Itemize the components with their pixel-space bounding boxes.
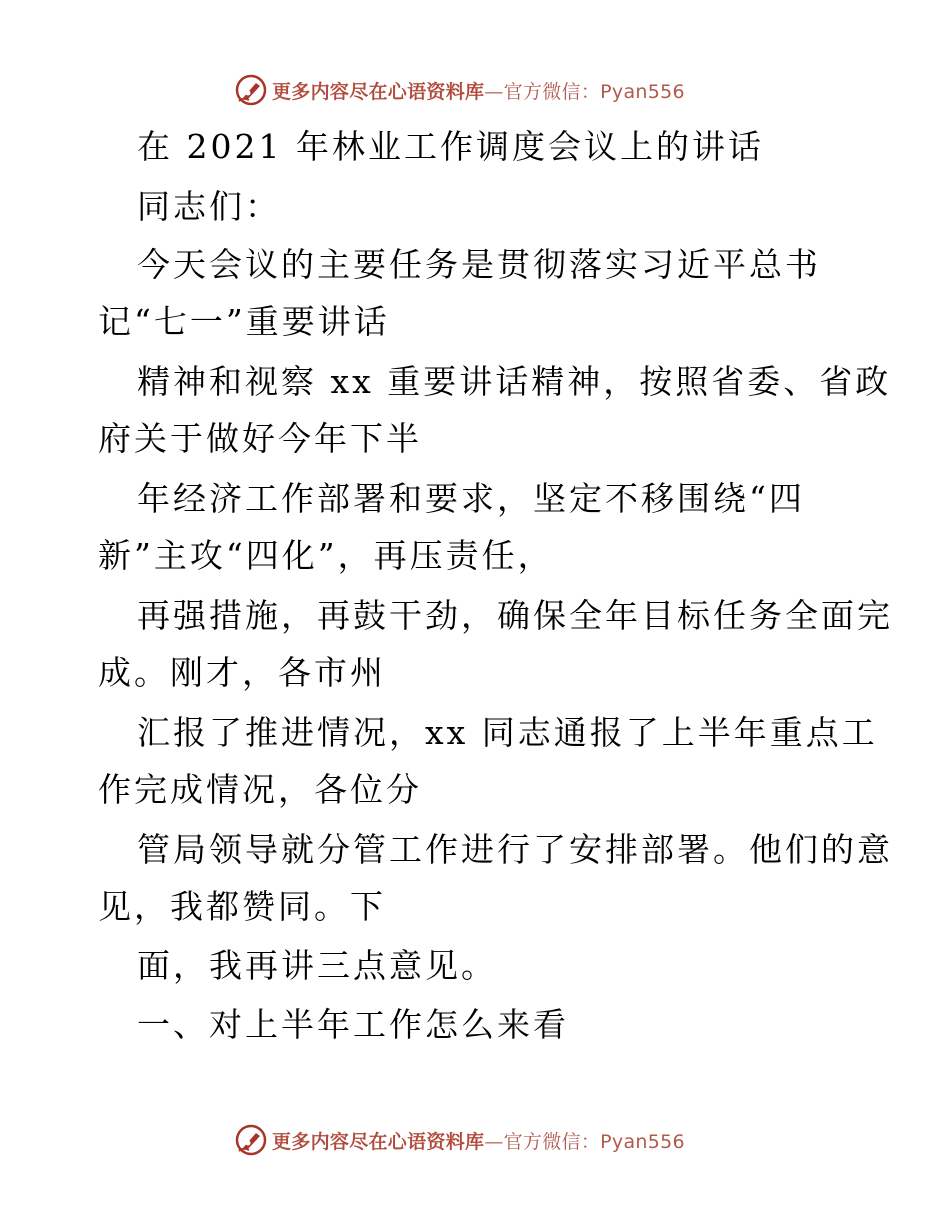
watermark-dash: — bbox=[484, 1130, 504, 1153]
watermark-sub: 官方微信： bbox=[503, 80, 601, 103]
pen-logo-icon bbox=[234, 73, 268, 107]
watermark-main: 更多内容尽在心语资料库 bbox=[272, 80, 485, 103]
paragraph-line: 管局领导就分管工作进行了安排部署。他们的意 bbox=[137, 830, 893, 869]
watermark-id: Pyan556 bbox=[600, 1130, 685, 1153]
paragraph-line: 作完成情况，各位分 bbox=[98, 770, 422, 809]
paragraph-line: 府关于做好今年下半 bbox=[98, 419, 422, 458]
pen-logo-icon bbox=[234, 1123, 268, 1157]
paragraph-line: 再强措施，再鼓干劲，确保全年目标任务全面完 bbox=[137, 596, 893, 635]
watermark-main: 更多内容尽在心语资料库 bbox=[272, 1130, 485, 1153]
salutation: 同志们： bbox=[137, 187, 281, 226]
paragraph-line: 精神和视察 xx 重要讲话精神，按照省委、省政 bbox=[137, 362, 892, 401]
paragraph-line: 见，我都赞同。下 bbox=[98, 887, 386, 926]
watermark-dash: — bbox=[484, 80, 504, 103]
paragraph-line: 记“七一”重要讲话 bbox=[98, 302, 390, 341]
paragraph-line: 新”主攻“四化”，再压责任， bbox=[98, 536, 554, 575]
paragraph-line: 年经济工作部署和要求，坚定不移围绕“四 bbox=[137, 479, 805, 518]
section-heading: 一、对上半年工作怎么来看 bbox=[137, 1005, 569, 1044]
paragraph-line: 今天会议的主要任务是贯彻落实习近平总书 bbox=[137, 245, 821, 284]
paragraph-line: 汇报了推进情况，xx 同志通报了上半年重点工 bbox=[137, 713, 878, 752]
watermark-header bbox=[234, 72, 685, 108]
paragraph-line: 面，我再讲三点意见。 bbox=[137, 946, 497, 985]
watermark-text bbox=[272, 1127, 685, 1154]
paragraph-line: 成。刚才，各市州 bbox=[98, 653, 386, 692]
watermark-text bbox=[272, 77, 685, 104]
watermark-sub: 官方微信： bbox=[503, 1130, 601, 1153]
document-title: 在 2021 年林业工作调度会议上的讲话 bbox=[137, 127, 764, 166]
watermark-id: Pyan556 bbox=[600, 80, 685, 103]
watermark-footer bbox=[234, 1122, 685, 1158]
